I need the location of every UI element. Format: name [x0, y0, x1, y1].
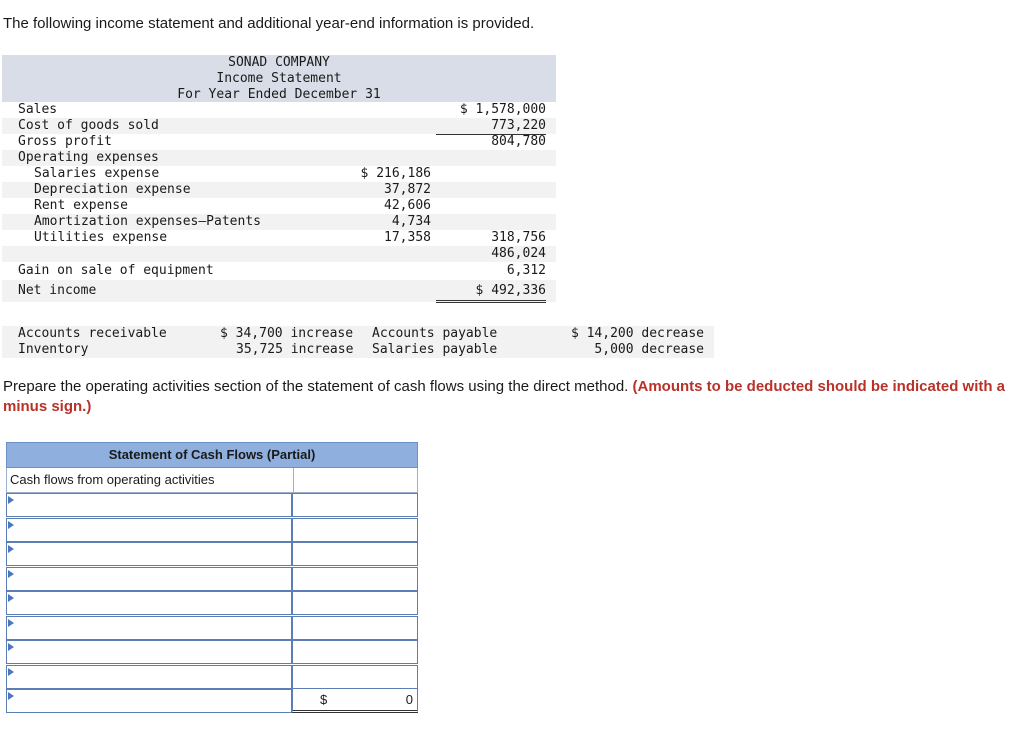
entry-row	[6, 616, 418, 641]
dropdown-arrow-icon[interactable]	[8, 594, 14, 602]
cogs-value: 773,220	[436, 118, 546, 135]
dropdown-arrow-icon[interactable]	[8, 668, 14, 676]
statement-title: Income Statement	[216, 71, 342, 86]
opex-label: Operating expenses	[18, 150, 159, 165]
subtotal-value: 486,024	[491, 246, 546, 261]
cash-flow-title: Statement of Cash Flows (Partial)	[6, 442, 418, 468]
gross-profit-value: 804,780	[491, 134, 546, 149]
entry-row	[6, 665, 418, 690]
gain-value: 6,312	[436, 262, 546, 281]
ap-value: $ 14,200 decrease	[570, 326, 704, 341]
utilities-value: 17,358	[311, 230, 431, 247]
depreciation-label: Depreciation expense	[34, 182, 191, 197]
amortization-label: Amortization expenses—Patents	[34, 214, 261, 229]
utilities-row	[2, 230, 556, 246]
inventory-value: 35,725 increase	[236, 342, 354, 357]
entry-row	[6, 640, 418, 665]
entry-amount-input[interactable]	[292, 665, 418, 689]
additional-info-row-1	[2, 326, 714, 342]
total-label-input[interactable]	[6, 689, 292, 713]
instructions-note: (Amounts to be deducted should be indicated with a minus sign.)	[3, 378, 1006, 415]
amortization-row	[2, 214, 556, 230]
rent-row	[2, 198, 556, 214]
net-income-label: Net income	[18, 283, 97, 298]
opex-row	[2, 150, 556, 166]
income-statement	[2, 55, 556, 302]
additional-info	[2, 326, 714, 358]
dropdown-arrow-icon[interactable]	[8, 570, 14, 578]
rent-label: Rent expense	[34, 198, 128, 213]
salaries-label: Salaries expense	[34, 166, 160, 181]
additional-info-row-2	[2, 342, 714, 358]
cogs-label: Cost of goods sold	[18, 118, 159, 133]
entry-label-input[interactable]	[6, 640, 292, 664]
entry-row	[6, 591, 418, 616]
inventory-label: Inventory	[18, 342, 89, 357]
entry-row	[6, 493, 418, 518]
entry-amount-input[interactable]	[292, 493, 418, 517]
instructions	[3, 377, 1013, 417]
gain-label: Gain on sale of equipment	[18, 263, 214, 278]
entry-amount-input[interactable]	[292, 542, 418, 566]
depreciation-row	[2, 182, 556, 198]
cogs-row	[2, 118, 556, 134]
subtotal-row	[2, 246, 556, 262]
net-income-row	[2, 280, 556, 302]
salaries-value: $ 216,186	[360, 166, 431, 181]
ar-value: $ 34,700 increase	[220, 326, 354, 341]
entry-label-input[interactable]	[6, 616, 292, 640]
sales-label: Sales	[18, 102, 58, 117]
dropdown-arrow-icon[interactable]	[8, 545, 14, 553]
entry-label-input[interactable]	[6, 665, 292, 689]
dropdown-arrow-icon[interactable]	[8, 521, 14, 529]
company-name: SONAD COMPANY	[228, 55, 330, 70]
utilities-label: Utilities expense	[34, 230, 168, 245]
dropdown-arrow-icon[interactable]	[8, 496, 14, 504]
sp-label: Salaries payable	[372, 342, 498, 357]
total-row	[6, 689, 418, 714]
operating-activities-row	[6, 468, 418, 493]
amortization-value: 4,734	[391, 214, 431, 229]
entry-amount-input[interactable]	[292, 567, 418, 591]
dropdown-arrow-icon[interactable]	[8, 643, 14, 651]
entry-label-input[interactable]	[6, 518, 292, 542]
entry-row	[6, 518, 418, 543]
entry-amount-input[interactable]	[292, 518, 418, 542]
entry-amount-input[interactable]	[292, 640, 418, 664]
dropdown-arrow-icon[interactable]	[8, 692, 14, 700]
entry-row	[6, 567, 418, 592]
income-statement-header	[2, 55, 556, 102]
total-opex-value: 318,756	[436, 230, 546, 247]
rent-value: 42,606	[384, 198, 431, 213]
dropdown-arrow-icon[interactable]	[8, 619, 14, 627]
sales-value: $ 1,578,000	[459, 102, 546, 117]
gross-profit-label: Gross profit	[18, 134, 112, 149]
ap-label: Accounts payable	[372, 326, 498, 341]
intro-text: The following income statement and additional year-end information is provided.	[3, 15, 535, 32]
total-amount	[292, 689, 418, 713]
entry-label-input[interactable]	[6, 542, 292, 566]
total-value: 0	[405, 692, 413, 707]
entry-label-input[interactable]	[6, 591, 292, 615]
instructions-text: Prepare the operating activities section of the statement of cash flows using the direct method.	[3, 378, 629, 395]
entry-amount-input[interactable]	[292, 616, 418, 640]
statement-period: For Year Ended December 31	[177, 87, 381, 102]
ar-label: Accounts receivable	[18, 326, 167, 341]
entry-row	[6, 542, 418, 567]
gross-profit-row	[2, 134, 556, 150]
entry-label-input[interactable]	[6, 493, 292, 517]
sales-row	[2, 102, 556, 118]
operating-activities-label: Cash flows from operating activities	[10, 472, 215, 487]
net-income-value: $ 492,336	[436, 282, 546, 303]
operating-activities-empty-cell	[293, 468, 418, 492]
entry-amount-input[interactable]	[292, 591, 418, 615]
salaries-row	[2, 166, 556, 182]
entry-label-input[interactable]	[6, 567, 292, 591]
total-currency: $	[320, 692, 328, 707]
gain-row	[2, 262, 556, 280]
cash-flow-statement	[6, 442, 418, 714]
sp-value: 5,000 decrease	[594, 342, 704, 357]
depreciation-value: 37,872	[384, 182, 431, 197]
